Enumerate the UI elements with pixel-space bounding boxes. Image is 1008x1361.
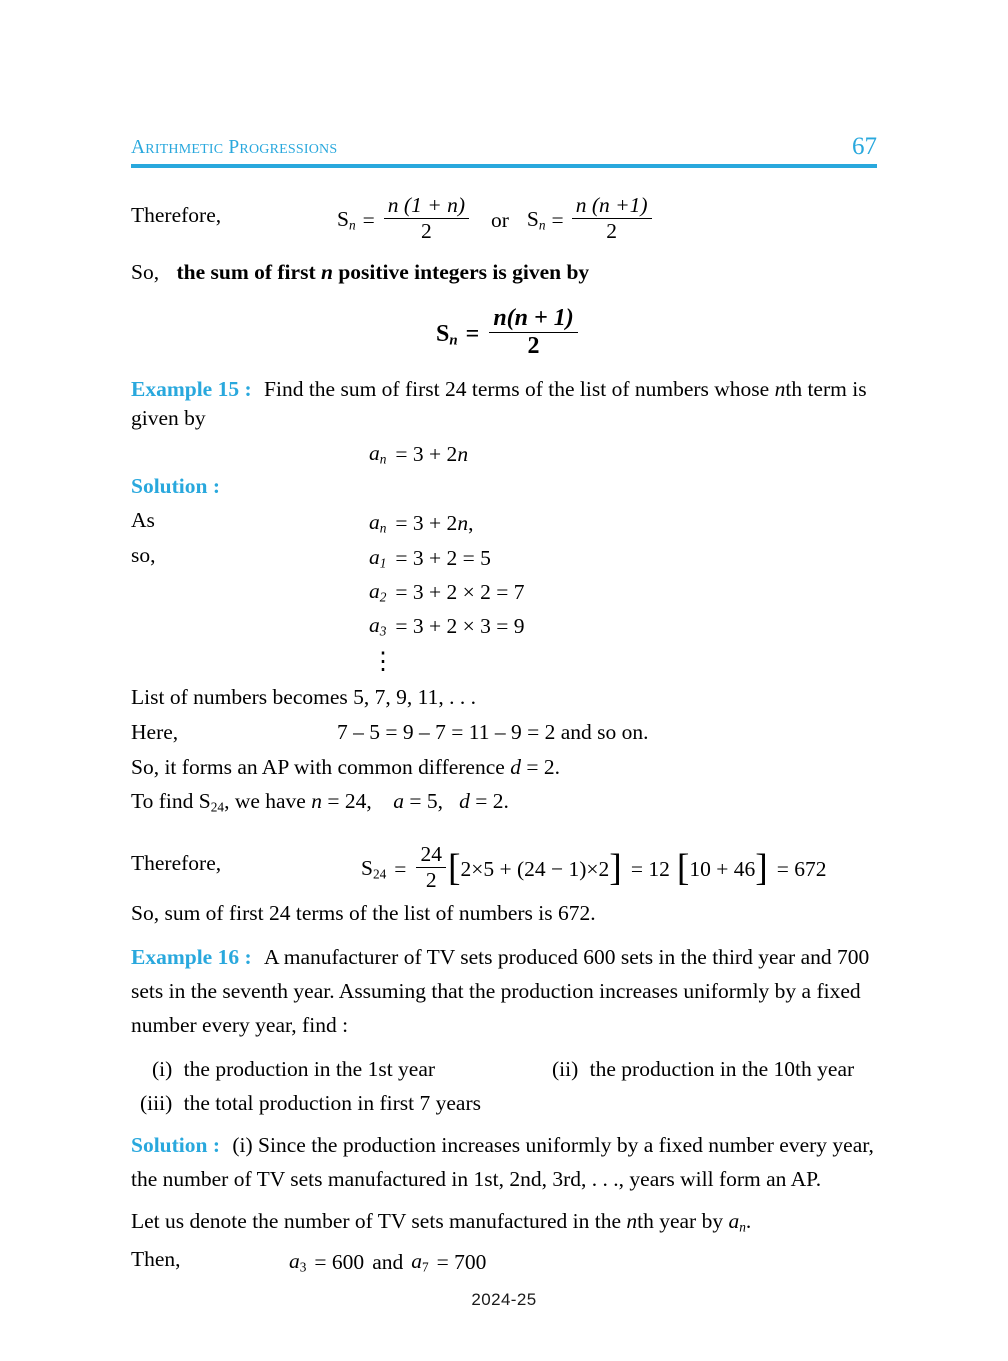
item-i-text: the production in the 1st year <box>183 1057 436 1081</box>
s24-equals-3: = 672 <box>776 856 827 881</box>
list-of-numbers-line: List of numbers becomes 5, 7, 9, 11, . . . <box>131 685 476 709</box>
bracket-close-1: ] <box>609 847 622 890</box>
here-label: Here, <box>131 720 179 744</box>
sn-lhs-1: $S_n$ <box>337 206 356 233</box>
item-iii-text: the total production in first 7 years <box>183 1091 481 1115</box>
item-iii-marker: (iii) <box>140 1091 173 1115</box>
a1-lhs: $a_1$ <box>369 545 387 571</box>
as-label: As <box>131 508 155 532</box>
s24-lhs: $S_{24}$ <box>361 855 387 882</box>
here-equation: 7 – 5 = 9 – 7 = 11 – 9 = 2 and so on. <box>337 720 649 744</box>
chapter-title: Arithmetic Progressions <box>131 137 338 158</box>
fraction-1: $\frac{n (1 + n)}{2}$ <box>384 194 469 242</box>
a3-given-value: = 600 <box>314 1249 365 1274</box>
header-divider <box>131 164 877 168</box>
item-ii-marker: (ii) <box>552 1057 579 1081</box>
bracket-open-1: [ <box>447 847 461 890</box>
bracket-close-2: ] <box>755 847 768 890</box>
example-16-label: Example 16 : <box>131 945 252 969</box>
then-equation <box>289 1249 486 1276</box>
item-ii-text: the production in the 10th year <box>589 1057 855 1081</box>
formula-fraction: $\frac{n(n + 1)}{2}$ <box>489 306 577 359</box>
to-find-line <box>131 791 509 814</box>
fraction-2: $\frac{n (n +1)}{2}$ <box>572 194 652 242</box>
ap-common-difference-line: So, it forms an AP with common difference d = 2. <box>131 755 560 779</box>
sum-first-n-formula <box>436 305 580 361</box>
then-label: Then, <box>131 1247 181 1271</box>
then-conjunction: and <box>372 1249 404 1274</box>
as-equation <box>369 510 473 537</box>
example-16-line-2: sets in the seventh year. Assuming that the production increases uniformly by a fixed <box>131 979 861 1003</box>
a2-rhs: = 3 + 2 × 2 = 7 <box>395 579 525 604</box>
s24-equals-2: = 12 <box>630 856 670 881</box>
so-statement: the sum of first n positive integers is given by <box>176 260 590 284</box>
example-15-text-1: Find the sum of first 24 terms of the list of numbers whose nth term is <box>264 377 867 401</box>
solution-16-line-2: the number of TV sets manufactured in 1st, 2nd, 3rd, . . ., years will form an AP. <box>131 1167 822 1191</box>
sn-lhs-2: $S_n$ <box>526 206 546 233</box>
example-16-item-ii <box>552 1059 854 1081</box>
an-rhs: = 3 + 2n <box>395 441 469 466</box>
solution-16-label: Solution : <box>131 1133 221 1157</box>
page-number: 67 <box>852 133 877 160</box>
as-eq-lhs: $a_n$ <box>369 510 387 536</box>
term-2-equation <box>369 579 525 606</box>
or-connector: or <box>490 207 509 232</box>
s24-equals-1: = <box>394 856 407 881</box>
example-15-line-1 <box>131 379 867 401</box>
page-footer: 2024-25 <box>471 1290 537 1309</box>
solution-15-conclusion: So, sum of first 24 terms of the list of numbers is 672. <box>131 901 596 925</box>
example-15-label-text: Example 15 : <box>131 377 252 401</box>
to-find-pre: To find $S_{24}$, we have n = 24, a = 5, d = 2. <box>131 789 509 815</box>
a2-lhs: $a_2$ <box>369 579 387 605</box>
so-lead: So, <box>131 260 160 284</box>
page-header <box>131 133 877 167</box>
a3-given-lhs: $a_3$ <box>289 1249 307 1275</box>
a1-rhs: = 3 + 2 = 5 <box>395 545 491 570</box>
s24-bracket2-body: 10 + 46 <box>689 856 756 881</box>
a7-given-value: = 700 <box>436 1249 487 1274</box>
so-statement-line <box>131 262 589 284</box>
bracket-open-2: [ <box>676 847 690 890</box>
example-16-item-iii <box>140 1093 481 1115</box>
formula-equals: = <box>465 321 480 348</box>
therefore-label-2: Therefore, <box>131 851 222 875</box>
a3-lhs: $a_3$ <box>369 613 387 639</box>
example-15-line-2: given by <box>131 406 206 430</box>
equals-1: = <box>362 207 375 232</box>
formula-lhs: $S_n$ <box>436 320 458 348</box>
s24-final-equation <box>361 842 827 893</box>
example-16-text-1: A manufacturer of TV sets produced 600 sets in the third year and 700 <box>264 945 870 969</box>
example-16-line-3: number every year, find : <box>131 1013 349 1037</box>
solution-16-line-1 <box>131 1135 874 1157</box>
s24-bracket-body: 2×5 + (24 − 1)×2 <box>460 856 610 881</box>
so-label: so, <box>131 543 156 567</box>
example-16-item-i <box>152 1059 435 1081</box>
example-16-line-1 <box>131 947 869 969</box>
an-lhs: $a_n$ <box>369 441 387 467</box>
equals-2: = <box>551 207 564 232</box>
sum-formula-equation <box>337 193 654 244</box>
therefore-label-1: Therefore, <box>131 203 222 227</box>
solution-16-line-3: Let us denote the number of TV sets manufactured in the nth year by $a_n$. <box>131 1209 752 1235</box>
term-1-equation <box>369 545 491 572</box>
as-eq-rhs: = 3 + 2n, <box>395 510 474 535</box>
a3-rhs: = 3 + 2 × 3 = 9 <box>395 613 525 638</box>
solution-16-text-1: (i) Since the production increases uniformly by a fixed number every year, <box>232 1133 874 1157</box>
a7-given-lhs: $a_7$ <box>411 1249 429 1275</box>
s24-fraction: $\frac{24}{2}$ <box>416 843 446 891</box>
solution-15-label: Solution : <box>131 474 221 498</box>
term-3-equation <box>369 613 525 640</box>
item-i-marker: (i) <box>152 1057 173 1081</box>
example-15-formula <box>369 441 468 468</box>
vertical-ellipsis: ⋮ <box>371 649 395 675</box>
